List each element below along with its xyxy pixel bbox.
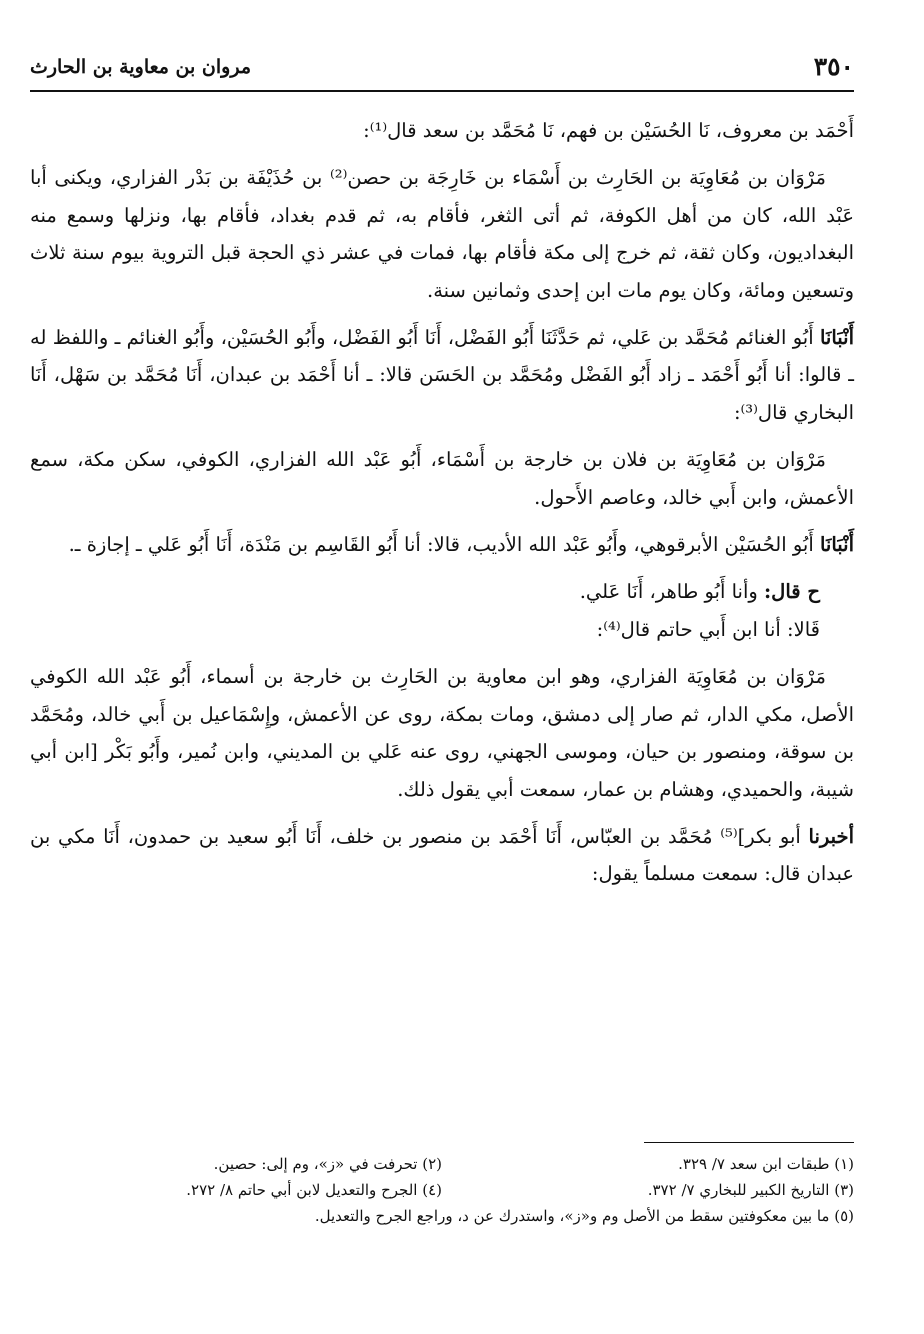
- footnote-4: (٤) الجرح والتعديل لابن أبي حاتم ٨/ ٢٧٢.: [186, 1181, 442, 1199]
- footnote-row-2: [30, 1177, 854, 1203]
- footnote-row-3: [30, 1203, 854, 1229]
- paragraph-8: مَرْوَان بن مُعَاوِيَة الفزاري، وهو ابن معاوية بن الحَارِث بن خارجة بن أسماء، أَبُو عَبْد الله الكوفي الأصل، مكي الدار، ثم صار إلى دمشق، ومات بمكة، روى عن الأعمش، وإِسْمَاعيل بن أَبي خالد، ومُحَمَّد بن سوقة، ومنصور بن حيان، وموسى الجهني، روى عنه عَلي بن المديني، وابن نُمير، وأَبُو بَكْر [ابن أبي شيبة، والحميدي، وهشام بن عمار، سمعت أبي يقول ذلك.: [30, 665, 854, 801]
- footnote-2: (٢) تحرفت في «ز»، وم إلى: حصين.: [213, 1155, 442, 1173]
- paragraph-3: [30, 319, 854, 431]
- paragraph-2: مَرْوَان بن مُعَاوِيَة بن الحَارِث بن أَسْمَاء بن خَارِجَة بن حصن⁽²⁾ بن حُذَيْفَة بن بَدْر الفزاري، ويكنى أبا عَبْد الله، كان من أهل الكوفة، ثم أتى الثغر، فأقام به، ثم قدم بغداد، فأقام بها، ونزلها وسمع منه البغداديون، وكان ثقة، ثم خرج إلى مكة فأقام بها، فمات في عشر ذي الحجة قبل التروية بيوم سنة ثلاث وتسعين ومائة، وكان يوم مات ابن إحدى وثمانين سنة.: [30, 166, 854, 302]
- paragraph-6-lead: ح قال:: [763, 580, 820, 604]
- paragraph-7: قَالا: أنا ابن أَبي حاتم قال⁽⁴⁾:: [596, 617, 820, 641]
- paragraph-3-lead: أَنْبَانَا: [819, 326, 854, 350]
- paragraph-9-lead: أخبرنا: [808, 824, 854, 848]
- page-number: ٣٥٠: [813, 52, 854, 81]
- footnote-5: (٥) ما بين معكوفتين سقط من الأصل وم و«ز»، واستدرك عن د، وراجع الجرح والتعديل.: [314, 1207, 854, 1225]
- footnote-rule: [644, 1142, 854, 1143]
- running-title: مروان بن معاوية بن الحارث: [30, 56, 251, 78]
- paragraph-5: [30, 526, 854, 563]
- paragraph-6-text: وأنا أَبُو طاهر، أَنَا عَلي.: [579, 580, 764, 604]
- paragraph-3-text: أَبُو الغنائم مُحَمَّد بن عَلي، ثم حَدَّثَنَا أَبُو الفَضْل، أَنَا أَبُو الفَضْل، وأَبُو الحُسَيْن، وأَبُو الغنائم ـ واللفظ له ـ قالوا: أنا أَبُو أَحْمَد ـ زاد أَبُو الفَضْل ومُحَمَّد بن الحَسَن قالا: ـ أنا أَحْمَد بن عبدان، أَنَا مُحَمَّد بن سَهْل، أَنَا البخاري قال⁽³⁾:: [30, 326, 854, 424]
- footnote-3: (٣) التاريخ الكبير للبخاري ٧/ ٣٧٢.: [647, 1181, 854, 1199]
- footnotes: [30, 1142, 854, 1229]
- body-text: [30, 112, 854, 893]
- page-header: [30, 52, 854, 92]
- footnote-row-1: [30, 1151, 854, 1177]
- paragraph-5-lead: أَنْبَانَا: [819, 533, 854, 557]
- paragraph-9-text: أبو بكر]⁽⁵⁾ مُحَمَّد بن العبّاس، أَنَا أَحْمَد بن منصور بن خلف، أَنَا أَبُو سعيد بن حمدون، أَنَا مكي بن عبدان قال: سمعت مسلماً يقول:: [30, 824, 854, 886]
- paragraph-1: أَحْمَد بن معروف، نَا الحُسَيْن بن فهم، نَا مُحَمَّد بن سعد قال⁽¹⁾:: [363, 119, 854, 142]
- paragraph-5-text: أَبُو الحُسَيْن الأبرقوهي، وأَبُو عَبْد الله الأديب، قالا: أنا أَبُو القَاسِم بن مَنْدَة، أَنَا أَبُو عَلي ـ إجازة ـ.: [68, 533, 820, 557]
- paragraph-6: [30, 573, 854, 610]
- paragraph-9: [30, 818, 854, 893]
- footnote-1: (١) طبقات ابن سعد ٧/ ٣٢٩.: [678, 1155, 854, 1173]
- paragraph-4: مَرْوَان بن مُعَاوِيَة بن فلان بن خارجة بن أَسْمَاء، أَبُو عَبْد الله الفزاري، الكوفي، سكن مكة، سمع الأعمش، وابن أَبي خالد، وعاصم الأَحول.: [30, 448, 854, 509]
